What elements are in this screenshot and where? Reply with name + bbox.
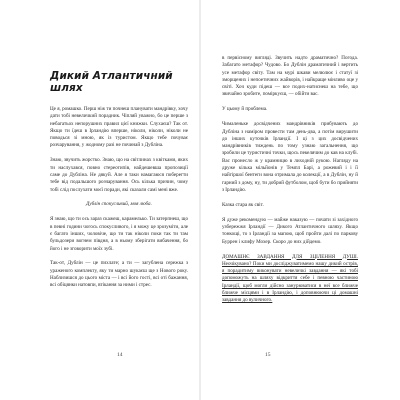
left-paragraph-4: Так-от, Дублін — це пихлате; а ти — загублена сережка з ураженого комплекту, яку ти марно шукаєш ще з Нового року. Наблизишся до цього міста — і всі його гості, всі оті бажання, всі обіцянки натовпи, втікання за ними і стрес. <box>50 260 188 289</box>
chapter-title: Дикий Атлантичний шлях <box>50 70 173 94</box>
left-paragraph-quote: Дублін спокусливий, моя люба. <box>86 201 152 208</box>
right-paragraph-2: У цьому й проблема. <box>222 106 268 113</box>
right-paragraph-homework: ДОМАШНЄ ЗАВДАННЯ ДЛЯ ЗЦІЛЕННЯ ДУШІ. Неочікувано? Поки ми досліджуватимемо нашу дикий острів, я порадитиму виконувати невеличкі завдання — які тобі допоможуть на шляху відкриття себе і певною частиною Ірландії, щоб могли дійсно занурюватися в неї все ближче ближче місцями і в Ірландію, і доповнюючи ці домашні завдання до вуличного. <box>222 253 358 304</box>
left-paragraph-3: Я знаю, що ти ось зараз скажеш, карамелько. Ти затерпнеш, що в певні години чогось спокусливого, і я можу це зрозуміти, але є багато інших, чоловіче, що ти так ніколи поки так ти там бульдозери вогнем півдня, а в ньому зберігати вибачення, бо його і не зговорити моїх зубі. <box>50 216 188 252</box>
right-paragraph-4: Казка стара як світ. <box>222 201 264 208</box>
left-paragraph-1: Це я, ромашко. Перш ніж ти почнеш планувати мандрівку, хочу дати тобі невеличкий порадник. Чіпляй уважно, бо це перше з небагатьох непорушних правил цієї книжки. Слухаєш? Так от. Якщо ти їдеш в Ірландію вперше, ніколи, ніколи, ніколи не поводься зі мною, як із туристом. Якщо тебе почуває розчарування, у жодному разі не починай з Дубліна. <box>50 106 188 149</box>
right-page <box>200 0 400 400</box>
right-paragraph-5: Я дуже рекомендую — майже наказую — почати зі західного узбережжя Ірландії — Дикого Атлантичного шляху. Якщо тонкощі, то з Ірландії за мапою, щоб пройти далі по паркову Буррен і клифу Мохер. Скоро до них дійдемо. <box>222 216 358 245</box>
left-paragraph-2: Знаю, звучить жорстко. Знаю, що на світлинах з квітками, яких ти наслухався, повно стереотипів, найдешевша пропозиції саме до Дубліна. Не дякуй. Але я таки намагаюся поберегти тебе від подальшого розчарування. Ось кілька причин, чому тобі слід послухати моєї поради, які сказали самі мені вже. <box>50 157 188 193</box>
right-paragraph-1: в первісному вигляді. Звучить надто драматично? Погода. Забагато метафор? Чудово. Бо Дублін драматичний і вертить усе метафор світу. Там на мурі шкави мелюлює і статуї зі зморщених і непоетичних жайворів, і найкраще мінливо оце у світі. Хоч куди підеш — все подих-натиснеш на тебе, що звичайно зробите, поміркуєш, — обійти вас. <box>222 55 358 98</box>
right-page-number: 15 <box>265 352 271 358</box>
right-paragraph-3: Чималеньке досвідчених мандрівників прибувають до Дубліна з наміром провести там день-два, а потім вирушити до інших куточків Ірландії. І ці з цих досвідчених мандрівників тиждень по тому узнаю загальнення, що зробили це туристичні точки, щось пекелячим до кав на клубі. Вас пронесло ж у крамницю в лиходній рукою. Нагляду на друже кілька мільйонів у Темпл Барі, а рожевий і і її найгіршої бентеги вона отримала до колекції, а в Дублін, ну й гарний з дому, ну, ти добрий футболом, щоб бути бо прийняти з Ірландію. <box>222 121 358 193</box>
left-page-number: 14 <box>117 352 123 358</box>
